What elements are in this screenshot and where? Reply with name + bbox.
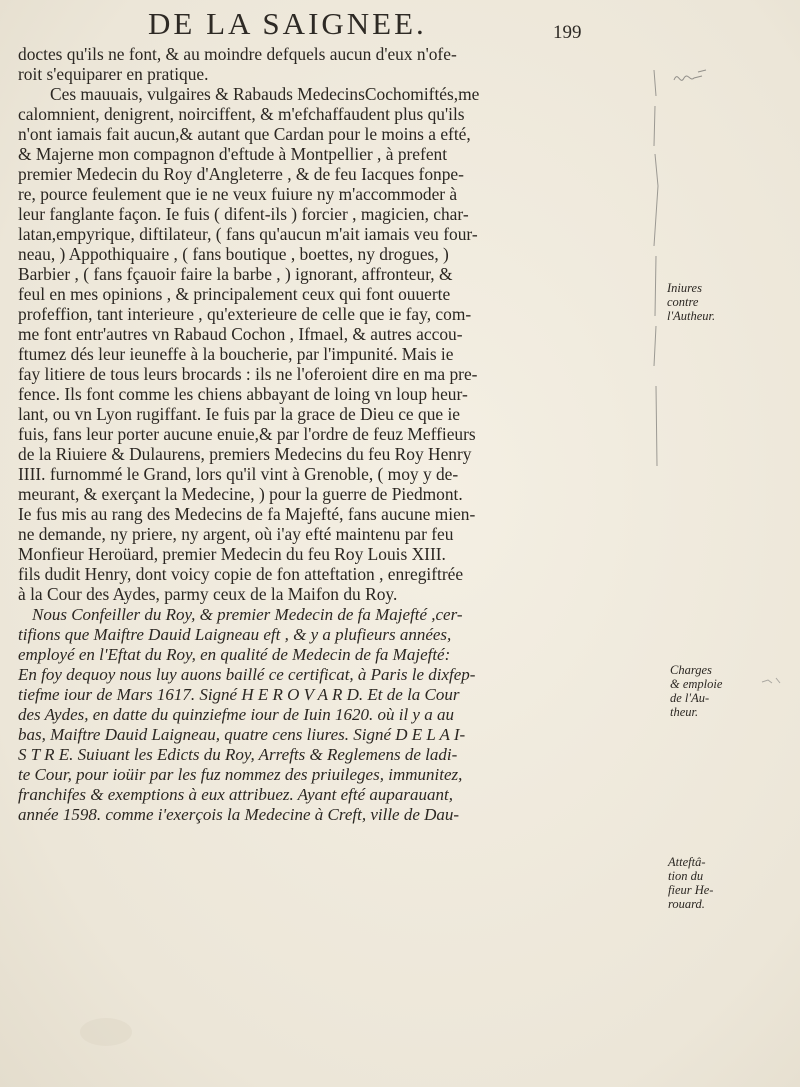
margin-note-charges	[670, 663, 740, 719]
text-line: ftumez dés leur ieuneffe à la boucherie, par l'impunité. Mais ie	[18, 344, 454, 364]
text-line: IIII. furnommé le Grand, lors qu'il vint à Grenoble, ( moy y de-	[18, 464, 459, 484]
margin-note-line: Atteftâ-	[668, 855, 706, 869]
margin-note-line: Charges	[670, 663, 712, 677]
margin-note-line: rouard.	[668, 897, 705, 911]
margin-note-line: contre	[667, 295, 699, 309]
text-line: fay litiere de tous leurs brocards : ils ne l'oferoient dire en ma pre-	[18, 364, 478, 384]
italic-line: S T R E. Suiuant les Edicts du Roy, Arrefts & Reglemens de ladi-	[18, 745, 458, 764]
italic-line: tifions que Maiftre Dauid Laigneau eft , & y a plufieurs années,	[18, 625, 452, 644]
text-line: fuis, fans leur porter aucune enuie,& par l'ordre de feuz Meffieurs	[18, 424, 476, 444]
text-line: Ie fus mis au rang des Medecins de fa Majefté, fans aucune mien-	[18, 504, 476, 524]
italic-line: bas, Maiftre Dauid Laigneau, quatre cens liures. Signé D E L A I-	[18, 725, 466, 744]
main-text-block	[18, 44, 623, 825]
text-line: de la Riuiere & Dulaurens, premiers Medecins du feu Roy Henry	[18, 444, 472, 464]
text-line: leur fanglante façon. Ie fuis ( difent-ils ) forcier , magicien, char-	[18, 204, 469, 224]
text-line: & Majerne mon compagnon d'eftude à Montpellier , à prefent	[18, 144, 448, 164]
page-header	[0, 6, 800, 46]
text-line: doctes qu'ils ne font, & au moindre defquels aucun d'eux n'ofe-	[18, 44, 457, 64]
italic-line: franchifes & exemptions à eux attribuez. Ayant efté auparauant,	[18, 785, 454, 804]
italic-line: employé en l'Eftat du Roy, en qualité de Medecin de fa Majefté:	[18, 645, 451, 664]
italic-line: année 1598. comme i'exerçois la Medecine à Creft, ville de Dau-	[18, 805, 460, 824]
text-line: lant, ou vn Lyon rugiffant. Ie fuis par la grace de Dieu ce que ie	[18, 404, 461, 424]
margin-note-line: l'Autheur.	[667, 309, 716, 323]
margin-note-line: & emploie	[670, 677, 723, 691]
text-line: profeffion, tant interieure , qu'exterieure de celle que ie fay, com-	[18, 304, 472, 324]
text-line: Ces mauuais, vulgaires & Rabauds MedecinsCochomiftés,me	[50, 84, 480, 104]
page-number: 199	[553, 22, 582, 43]
text-line: re, pource feulement que ie ne veux fuiure ny m'accommoder à	[18, 184, 458, 204]
running-title: DE LA SAIGNEE.	[148, 6, 427, 41]
text-line: premier Medecin du Roy d'Angleterre , & de feu Iacques fonpe-	[18, 164, 464, 184]
margin-note-line: de l'Au-	[670, 691, 710, 705]
text-line: latan,empyrique, diftilateur, ( fans qu'aucun m'ait iamais veu four-	[18, 224, 478, 244]
text-line: fence. Ils font comme les chiens abbayant de loing vn loup heur-	[18, 384, 468, 404]
text-line: à la Cour des Aydes, parmy ceux de la Maifon du Roy.	[18, 584, 398, 604]
italic-line: Nous Confeiller du Roy, & premier Medecin de fa Majefté ,cer-	[32, 605, 463, 624]
margin-note-attestation	[668, 855, 738, 911]
page-stain-mark	[76, 1012, 136, 1052]
pencil-bracket-mark	[646, 66, 666, 486]
pencil-scribble-mark	[672, 66, 712, 90]
text-line: me font entr'autres vn Rabaud Cochon , Ifmael, & autres accou-	[18, 324, 463, 344]
italic-line: tiefme iour de Mars 1617. Signé H E R O V A R D. Et de la Cour	[18, 685, 460, 704]
text-line: meurant, & exerçant la Medecine, ) pour la guerre de Piedmont.	[18, 484, 463, 504]
text-line: feul en mes opinions , & principalement ceux qui font ouuerte	[18, 284, 451, 304]
text-line: roit s'equiparer en pratique.	[18, 64, 209, 84]
text-line: n'ont iamais fait aucun,& autant que Cardan pour le moins a efté,	[18, 124, 471, 144]
margin-note-line: Iniures	[667, 281, 702, 295]
margin-note-line: theur.	[670, 705, 699, 719]
pencil-tick-mark	[760, 674, 784, 688]
text-line: neau, ) Appothiquaire , ( fans boutique , boettes, ny drogues, )	[18, 244, 449, 264]
margin-note-iniures	[667, 281, 737, 323]
italic-line: te Cour, pour ioüir par les fuz nommez des priuileges, immunitez,	[18, 765, 463, 784]
text-line: fils dudit Henry, dont voicy copie de fon atteftation , enregiftrée	[18, 564, 464, 584]
text-line: ne demande, ny priere, ny argent, où i'ay efté maintenu par feu	[18, 524, 454, 544]
margin-note-line: fieur He-	[668, 883, 714, 897]
text-line: calomnient, denigrent, noirciffent, & m'efchaffaudent plus qu'ils	[18, 104, 465, 124]
italic-line: des Aydes, en datte du quinziefme iour de Iuin 1620. où il y a au	[18, 705, 454, 724]
italic-line: En foy dequoy nous luy auons baillé ce certificat, à Paris le dixfep-	[18, 665, 476, 684]
text-line: Barbier , ( fans fçauoir faire la barbe , ) ignorant, affronteur, &	[18, 264, 453, 284]
margin-note-line: tion du	[668, 869, 704, 883]
text-line: Monfieur Heroüard, premier Medecin du feu Roy Louis XIII.	[18, 544, 446, 564]
